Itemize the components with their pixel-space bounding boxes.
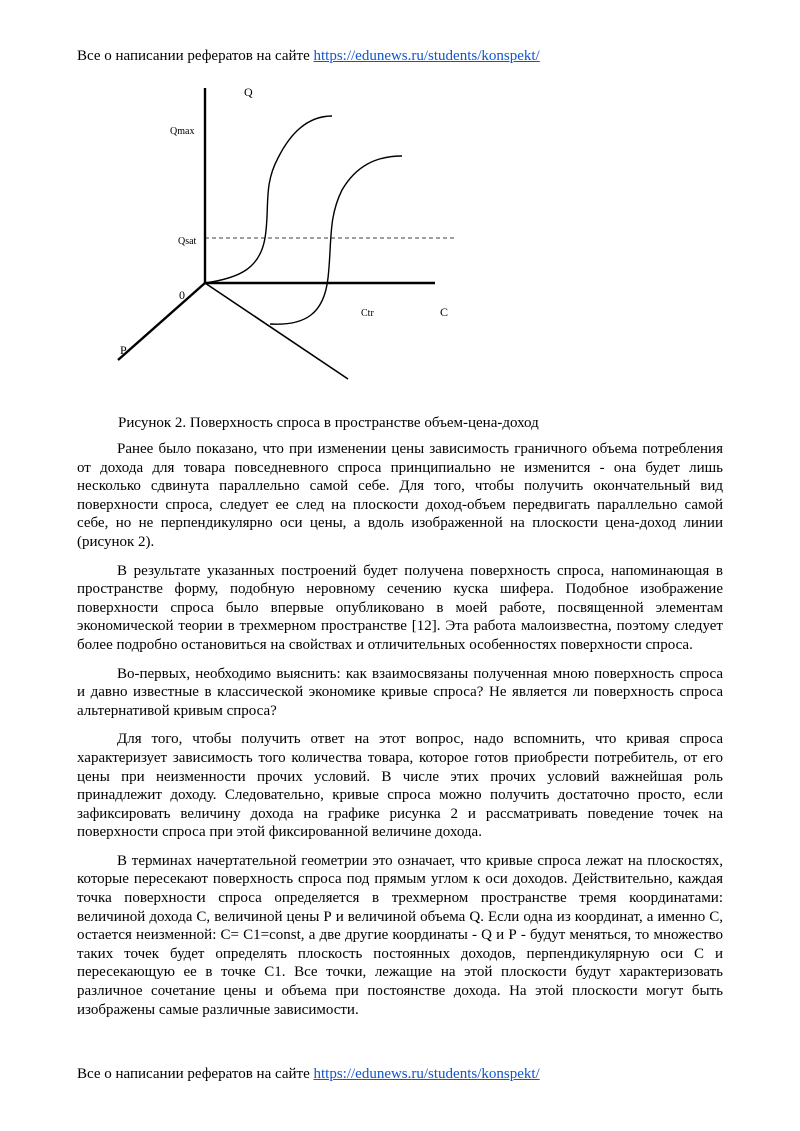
demand-curve-front <box>205 116 332 283</box>
body-text <box>77 440 723 1029</box>
p-axis <box>118 283 205 360</box>
label-qsat: Qsat <box>178 236 197 247</box>
page-footer <box>77 1065 540 1083</box>
header-text: Все о написании рефератов на сайте <box>77 48 314 64</box>
paragraph: В результате указанных построений будет получена поверхность спроса, напоминающая в пространстве форму, подобную неровному сечению куска шифера. Подобное изображение поверхности спроса было впервые опубликовано в моей работе, посвященной элементам экономической теории в трехмерном пространстве [12]. Эта работа малоизвестна, поэтому следует более подробно остановиться на свойствах и отличительных особенностях поверхности спроса. <box>77 562 723 653</box>
label-p: P <box>120 343 127 357</box>
price-income-line <box>205 283 348 379</box>
paragraph: В терминах начертательной геометрии это означает, что кривые спроса лежат на плоскостях, которые пересекают поверхность спроса под прямым углом к оси доходов. Действительно, каждая точка поверхности спроса определяется в трехмерном пространстве тремя координатами: величиной дохода С, величиной цены Р и величиной объема Q. Если одна из координат, а именно С, остается неизменной: С= С1=const, а две другие координаты - Q и Р - будут меняться, то множество таких точек будет определять плоскость постоянных доходов, перпендикулярную оси С и пересекающую ее в точке С1. Все точки, лежащие на этой плоскости будут характеризовать различное сочетание цены и объема при постоянстве дохода. На этой плоскости могут быть изображены самые различные зависимости. <box>77 852 723 1018</box>
label-c: C <box>440 305 449 319</box>
paragraph: Во-первых, необходимо выяснить: как взаимосвязаны полученная мною поверхность спроса и давно известные в классической экономике кривые спроса? Не является ли поверхность спроса альтернативой кривым спроса? <box>77 665 723 719</box>
label-zero: 0 <box>179 288 185 302</box>
paragraph: Ранее было показано, что при изменении цены зависимость граничного объема потребления от дохода для товара повседневного спроса принципиально не изменится - она будет лишь несколько сдвинута параллельно самой себе. Для того, чтобы получить окончательный вид поверхности спроса, следует ее след на плоскости доход-объем передвигать параллельно самой себе, но не перпендикулярно оси цены, а вдоль изображенной на плоскости цена-доход линии (рисунок 2). <box>77 441 723 550</box>
figure-caption: Рисунок 2. Поверхность спроса в пространстве объем-цена-доход <box>118 415 539 431</box>
label-ctr: Ctr <box>361 308 374 319</box>
page-header <box>77 47 540 65</box>
footer-link[interactable]: https://edunews.ru/students/konspekt/ <box>313 1066 540 1082</box>
demand-curve-back <box>270 156 402 324</box>
paragraph: Для того, чтобы получить ответ на этот вопрос, надо вспомнить, что кривая спроса характеризует зависимость того количества товара, которое готов приобрести потребитель, от его цены при неизменности прочих условий. В числе этих прочих условий важнейшая роль принадлежит доходу. Следовательно, кривые спроса можно получить достаточно просто, если зафиксировать величину дохода на графике рисунка 2 и рассматривать поведение точек на поверхности спроса при этой фиксированной величине дохода. <box>77 731 723 841</box>
demand-surface-figure <box>110 78 470 388</box>
label-qmax: Qmax <box>170 126 195 137</box>
header-link[interactable]: https://edunews.ru/students/konspekt/ <box>313 48 540 64</box>
footer-text: Все о написании рефератов на сайте <box>77 1066 314 1082</box>
label-q: Q <box>244 85 253 99</box>
